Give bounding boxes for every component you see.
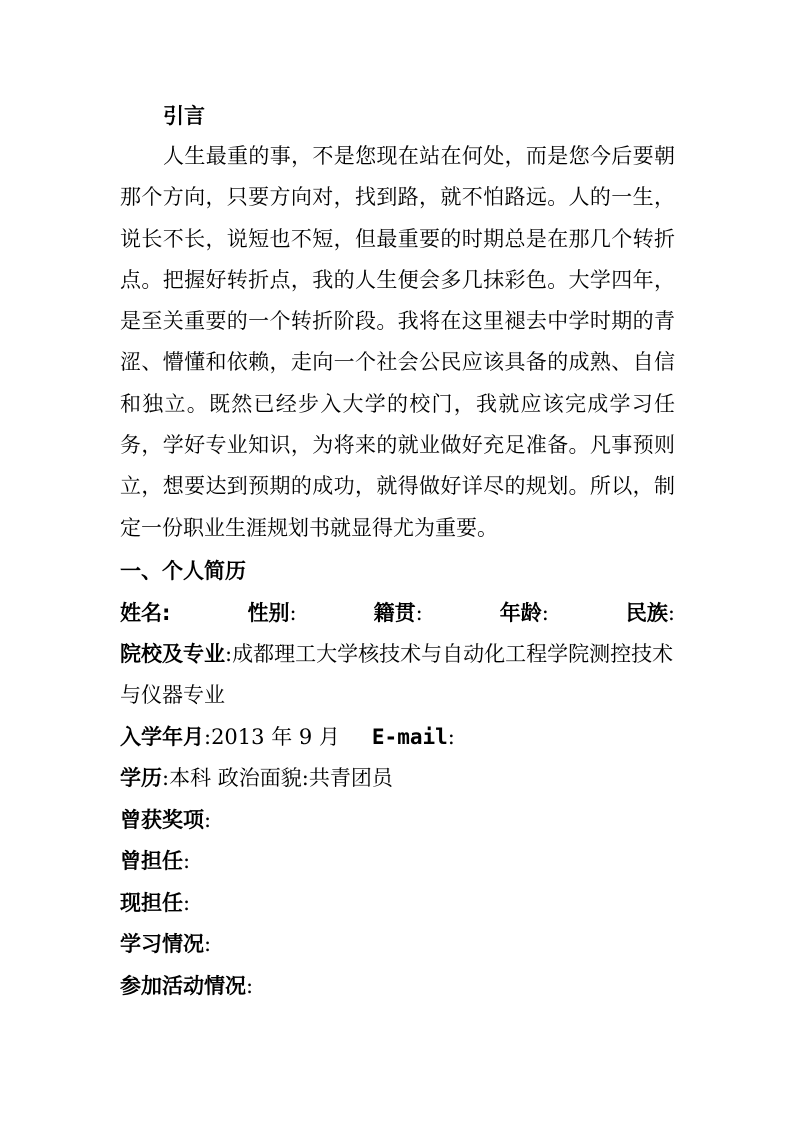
school-value: :成都理工大学核技术与自动化工程学院测控技术与仪器专业 (120, 641, 674, 708)
degree-line (120, 758, 675, 800)
degree-label: 学历 (120, 766, 162, 791)
hometown-field (374, 592, 423, 634)
resume-title: 一、个人简历 (120, 558, 246, 583)
intro-paragraph: 人生最重的事，不是您现在站在何处，而是您今后要朝那个方向，只要方向对，找到路，就不怕路远。人的一生，说长不长，说短也不短，但最重要的时期总是在那几个转折点。把握好转折点，我的人生便会多几抹彩色。大学四年，是至关重要的一个转折阶段。我将在这里褪去中学时期的青涩、懵懂和依赖，走向一个社会公民应该具备的成熟、自信和独立。既然已经步入大学的校门，我就应该完成学习任务，学好专业知识，为将来的就业做好充足准备。凡事预则立，想要达到预期的成功，就得做好详尽的规划。所以，制定一份职业生涯规划书就显得尤为重要。 (120, 144, 675, 540)
enroll-label: 入学年月 (120, 724, 204, 749)
study-label: 学习情况 (120, 932, 204, 957)
hometown-label: 籍贯 (373, 600, 416, 625)
ethnicity-field (626, 592, 675, 634)
ethnicity-colon: : (667, 600, 675, 625)
activities-line (120, 966, 675, 1008)
basic-info-row (120, 592, 675, 634)
age-field (500, 592, 549, 634)
email-label: E-mail (371, 724, 448, 749)
degree-value: :本科 政治面貌:共青团员 (162, 766, 393, 791)
age-label: 年龄 (499, 600, 542, 625)
past-roles-label: 曾担任 (120, 849, 183, 874)
document-page (120, 96, 675, 1007)
current-roles-label: 现担任 (120, 890, 183, 915)
school-line (120, 634, 675, 717)
awards-line (120, 800, 675, 842)
name-field (120, 592, 170, 634)
intro-title: 引言 (163, 104, 205, 128)
awards-colon: : (204, 807, 212, 832)
gender-field (247, 592, 296, 634)
hometown-colon: : (415, 600, 423, 625)
ethnicity-label: 民族 (625, 600, 668, 625)
enroll-line (120, 717, 675, 759)
activities-colon: : (246, 973, 254, 998)
age-colon: : (541, 600, 549, 625)
school-label: 院校及专业 (120, 641, 225, 666)
current-roles-line (120, 883, 675, 925)
email-colon: : (447, 724, 455, 749)
gender-label: 性别 (247, 600, 290, 625)
study-line (120, 924, 675, 966)
awards-label: 曾获奖项 (120, 807, 204, 832)
name-label: 姓名: (120, 600, 171, 625)
study-colon: : (204, 932, 212, 957)
activities-label: 参加活动情况 (120, 973, 246, 998)
past-roles-colon: : (183, 849, 191, 874)
enroll-value: :2013 年 9 月 (204, 724, 340, 749)
current-roles-colon: : (183, 890, 191, 915)
past-roles-line (120, 841, 675, 883)
gender-colon: : (289, 600, 297, 625)
